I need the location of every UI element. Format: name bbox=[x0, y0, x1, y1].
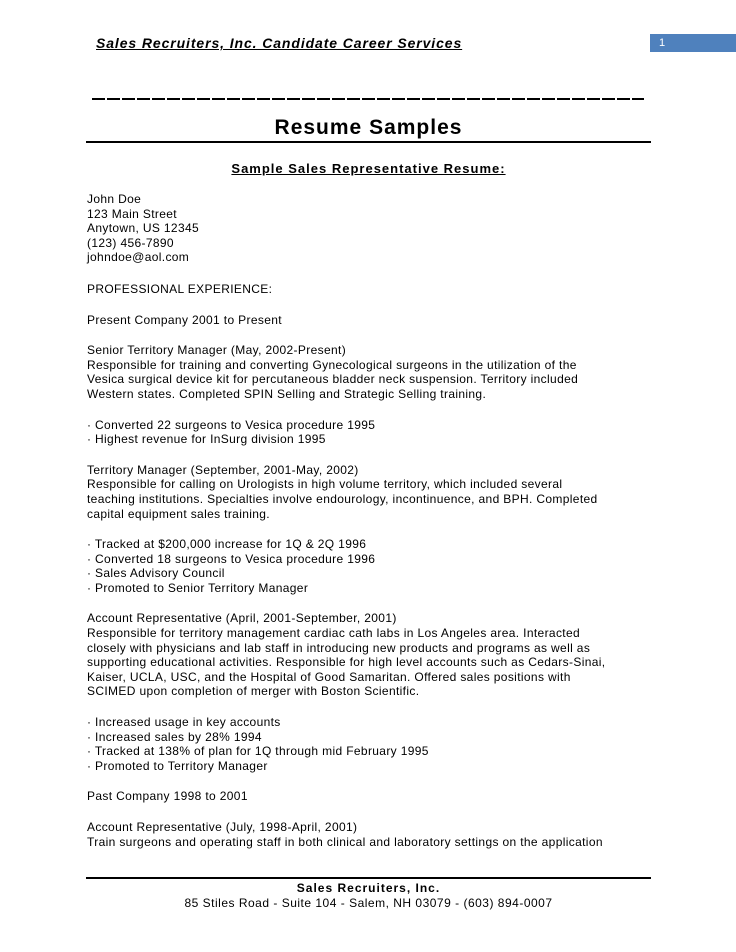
document-subtitle: Sample Sales Representative Resume: bbox=[231, 161, 506, 176]
role-title: Account Representative (July, 1998-April, 2001) bbox=[87, 820, 358, 834]
dashed-separator bbox=[92, 98, 644, 100]
role-description-line: SCIMED upon completion of merger with Boston Scientific. bbox=[87, 684, 420, 699]
role-description-line: supporting educational activities. Responsible for high level accounts such as Cedars-Sinai, bbox=[87, 655, 606, 670]
role-description-line: Vesica surgical device kit for percutaneous bladder neck suspension. Territory included bbox=[87, 372, 579, 387]
contact-city: Anytown, US 12345 bbox=[87, 221, 200, 236]
company-heading: Present Company 2001 to Present bbox=[87, 312, 282, 327]
contact-name: John Doe bbox=[87, 192, 142, 206]
contact-street: 123 Main Street bbox=[87, 206, 177, 221]
achievement-bullet: · Promoted to Senior Territory Manager bbox=[87, 580, 309, 595]
contact-email: johndoe@aol.com bbox=[87, 250, 190, 265]
footer-company: Sales Recruiters, Inc. bbox=[296, 881, 441, 895]
header-title: Sales Recruiters, Inc. Candidate Career Services bbox=[96, 35, 463, 51]
footer-rule bbox=[86, 877, 651, 879]
achievement-bullet: · Tracked at 138% of plan for 1Q through mid February 1995 bbox=[87, 744, 429, 759]
resume-body bbox=[87, 192, 652, 849]
role-description-line: Responsible for territory management cardiac cath labs in Los Angeles area. Interacted bbox=[87, 626, 581, 641]
role-title: Territory Manager (September, 2001-May, 2002) bbox=[87, 462, 359, 477]
role-description-line: Responsible for training and converting Gynecological surgeons in the utilization of the bbox=[87, 357, 577, 372]
title-rule bbox=[86, 141, 651, 143]
contact-phone: (123) 456-7890 bbox=[87, 235, 174, 250]
footer-address: 85 Stiles Road - Suite 104 - Salem, NH 03079 - (603) 894-0007 bbox=[184, 896, 553, 910]
achievement-bullet: · Converted 18 surgeons to Vesica procedure 1996 bbox=[87, 551, 376, 566]
achievement-bullet: · Increased sales by 28% 1994 bbox=[87, 729, 262, 744]
achievement-bullet: · Highest revenue for InSurg division 1995 bbox=[87, 432, 326, 447]
role-description-line: Western states. Completed SPIN Selling and Strategic Selling training. bbox=[87, 386, 487, 401]
achievement-bullet: · Increased usage in key accounts bbox=[87, 715, 281, 730]
achievement-bullet: · Converted 22 surgeons to Vesica procedure 1995 bbox=[87, 417, 376, 432]
role-description-line: Responsible for calling on Urologists in high volume territory, which included several bbox=[87, 477, 563, 492]
role-description-line: Kaiser, UCLA, USC, and the Hospital of Good Samaritan. Offered sales positions with bbox=[87, 669, 571, 684]
role-description-line: capital equipment sales training. bbox=[87, 506, 270, 521]
section-heading: PROFESSIONAL EXPERIENCE: bbox=[87, 281, 273, 296]
role-title: Senior Territory Manager (May, 2002-Present) bbox=[87, 343, 347, 358]
company-heading: Past Company 1998 to 2001 bbox=[87, 789, 248, 804]
achievement-bullet: · Tracked at $200,000 increase for 1Q & 2Q 1996 bbox=[87, 537, 367, 552]
role-title: Account Representative (April, 2001-September, 2001) bbox=[87, 611, 397, 626]
page-number-badge: 1 bbox=[650, 34, 736, 52]
document-title: Resume Samples bbox=[274, 116, 463, 139]
role-description-line: closely with physicians and lab staff in introducing new products and programs as well as bbox=[87, 640, 591, 655]
achievement-bullet: · Promoted to Territory Manager bbox=[87, 758, 268, 773]
role-description-line: teaching institutions. Specialties involve endourology, incontinuence, and BPH. Completed bbox=[87, 491, 598, 506]
achievement-bullet: · Sales Advisory Council bbox=[87, 566, 225, 581]
role-description-line: Train surgeons and operating staff in both clinical and laboratory settings on the application bbox=[87, 834, 603, 849]
